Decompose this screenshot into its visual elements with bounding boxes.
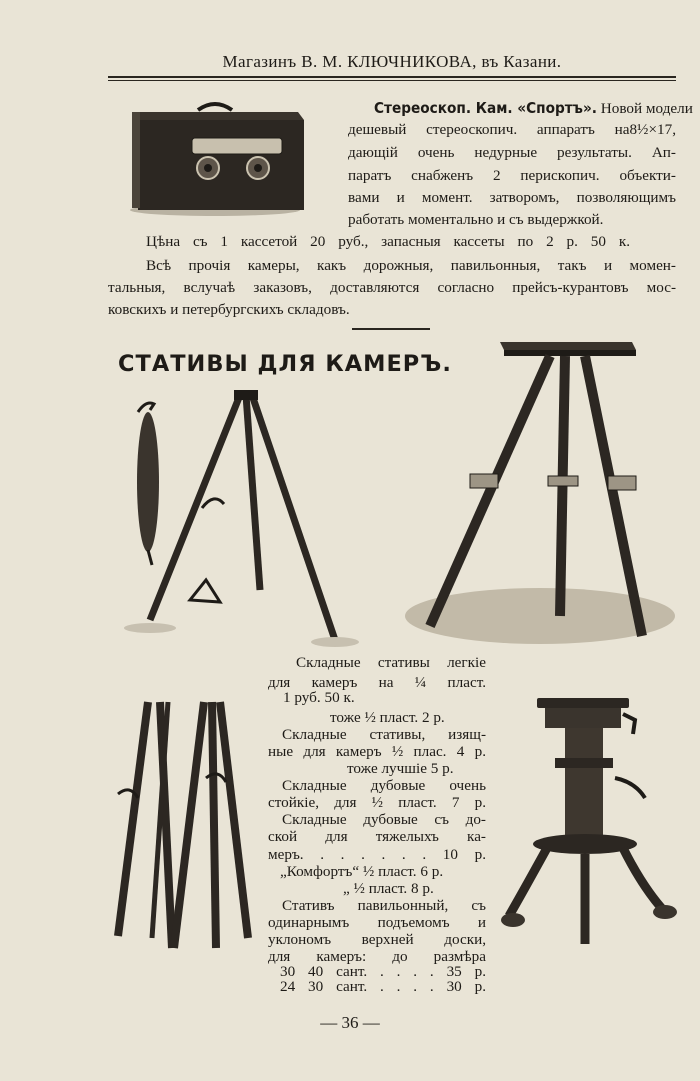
camera-note-2: ковскихъ и петербургскихъ складовъ. [108,301,350,318]
price-line-17: для камеръ: до размѣра [268,948,486,965]
price-line-2: 1 руб. 50 к. [283,689,355,706]
stereo-camera-illustration [120,98,310,218]
camera-desc-2: дающій очень недурные результаты. Ап- [348,144,676,161]
price-line-8: стойкіе, для ½ пласт. 7 р. [268,794,486,811]
camera-line-0 [374,98,693,120]
price-line-3: тоже ½ пласт. 2 р. [330,709,445,726]
price-line-12: „Комфортъ“ ½ пласт. 6 р. [280,863,444,880]
studio-stand-illustration [495,698,677,948]
price-line-9: Складные дубовые съ до- [282,811,486,828]
section-divider [352,328,430,330]
camera-desc-5: работать моментально и съ выдержкой. [348,211,604,228]
price-line-16: уклономъ верхней доски, [268,931,486,948]
price-line-6: тоже лучшіе 5 р. [347,760,454,777]
price-line-15: одинарнымъ подъемомъ и [268,914,486,931]
price-line-0: Складные стативы легкіе [296,654,486,671]
camera-name: Стереоскоп. Кам. «Спортъ». [374,99,597,117]
header-rule-thin [108,80,676,81]
price-line-19: 24 30 сант. . . . . 30 р. [280,978,486,995]
folding-tripod-illustration [110,390,350,650]
price-line-5: ные для камеръ ½ плас. 4 р. [268,743,486,760]
price-line-13: „ ½ пласт. 8 р. [343,880,434,897]
camera-desc-0: Новой модели [600,100,693,117]
price-line-18: 30 40 сант. . . . . 35 р. [280,963,486,980]
oak-tripod-illustration [108,698,268,960]
price-line-4: Складные стативы, изящ- [282,726,486,743]
price-line-7: Складные дубовые очень [282,777,486,794]
price-line-14: Стативъ павильонный, съ [282,897,486,914]
camera-desc-3: паратъ снабженъ 2 перископич. объекти- [348,167,676,184]
price-line-1: для камеръ на ¼ пласт. [268,674,486,691]
board-tripod-illustration [400,336,680,648]
camera-desc-1: дешевый стереоскопич. аппаратъ на8½×17, [348,121,676,138]
camera-price: Цѣна съ 1 кассетой 20 руб., запасныя кассеты по 2 р. 50 к. [146,233,630,250]
page-number: — 36 — [320,1013,380,1032]
price-line-11: меръ. . . . . . . 10 р. [268,846,486,863]
section-heading: СТАТИВЫ ДЛЯ КАМЕРЪ. [118,352,452,377]
camera-note-1: тальныя, вслучаѣ заказовъ, доставляются согласно прейсъ-курантовъ мос- [108,279,676,296]
header-rule [108,76,676,78]
page-header: Магазинъ В. М. КЛЮЧНИКОВА, въ Казани. [222,52,562,71]
camera-desc-4: вами и момент. затворомъ, позволяющимъ [348,189,676,206]
price-line-10: ской для тяжелыхъ ка- [268,828,486,845]
camera-note-0: Всѣ прочія камеры, какъ дорожныя, павильонныя, такъ и момен- [146,257,676,274]
